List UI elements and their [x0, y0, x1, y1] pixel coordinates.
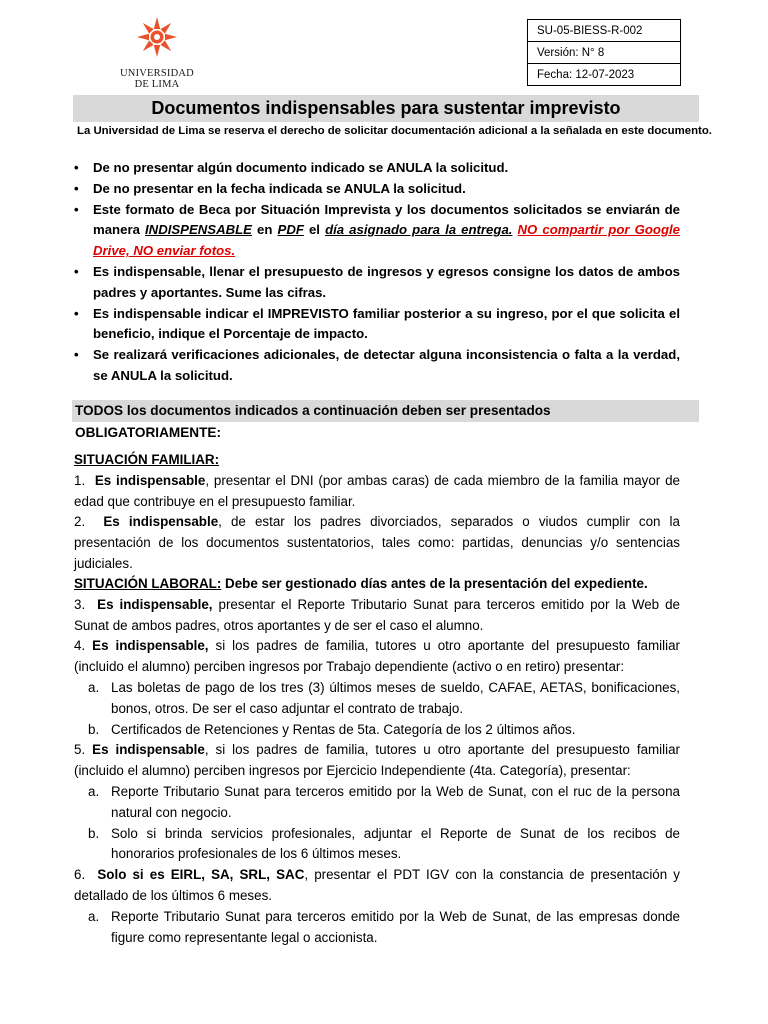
list-item: • Es indispensable, llenar el presupuesto de ingresos y egresos consigne los datos de ambos padres y aportantes. Sume las cifras. [74, 263, 680, 300]
list-item: a. Reporte Tributario Sunat para terceros emitido por la Web de Sunat, de las empresas donde figure como representante legal o accionista. [88, 908, 680, 945]
list-item: • Se realizará verificaciones adicionales, de detectar alguna inconsistencia o falta a la verdad, se ANULA la solicitud. [74, 347, 680, 383]
bullet-icon: • [74, 263, 79, 279]
university-logo [112, 14, 202, 90]
list-item: 5. Es indispensable, si los padres de familia, tutores u otro aportante del presupuesto familiar (incluido el alumno) perciben ingresos por Ejercicio Independiente (4ta. Categoría), presentar: [74, 742, 680, 779]
warning-text: NO compartir por Google Drive, NO enviar fotos. [93, 222, 681, 259]
list-item: a. Reporte Tributario Sunat para terceros emitido por la Web de Sunat, con el ruc de la persona natural con negocio. [88, 783, 680, 820]
section-title: SITUACIÓN FAMILIAR: [74, 452, 220, 467]
bullet-icon: • [74, 347, 79, 363]
labor-section: SITUACIÓN LABORAL: Debe ser gestionado días antes de la presentación del expediente. 3. Es indispensable, presentar el Reporte Tributario Sunat para terceros emitido por la Web de Sunat de ambos padres, otros aportantes y de ser el caso el alumno. 4. Es indispensable, si los padres de familia, tutores u otro aportante del presupuesto familiar (incluido el alumno) perciben ingresos por Trabajo dependiente (activo o en retiro) presentar: a. Las boletas de pago de los tres (3) últimos meses de sueldo, CAFAE, AETAS, bonificaciones, bonos, otros. De ser el caso adjuntar el contrato de trabajo. b. Certificados de Retenciones y Rentas de 5ta. Categoría de los 2 últimos años. 5. Es indispensable, si los padres de familia, tutores u otro aportante del presupuesto familiar (incluido el alumno) perciben ingresos por Ejercicio Independiente (4ta. Categoría), presentar: a. Reporte Tributario Sunat para terceros emitido por la Web de Sunat, con el ruc de la persona natural con negocio. b. Solo si brinda servicios profesionales, adjuntar el Reporte de Sunat de los recibos de honorarios profesionales de los 6 últimos meses. 6. Solo si es EIRL, SA, SRL, SAC, presentar el PDT IGV con la constancia de presentación y detallado de los últimos 6 meses. a. Reporte Tributario Sunat para terceros emitido por la Web de Sunat, de las empresas donde figure como representante legal o accionista. [74, 574, 680, 948]
list-item: • De no presentar en la fecha indicada se ANULA la solicitud. [72, 179, 680, 200]
bullet-icon: • [74, 201, 79, 217]
list-item: • Este formato de Beca por Situación Imprevista y los documentos solicitados se enviarán de manera INDISPENSABLE en PDF el día asignado para la entrega. NO compartir por Google Drive, NO enviar fotos. [74, 201, 681, 259]
page-title: Documentos indispensables para sustentar imprevisto [73, 95, 699, 122]
list-item: b. Solo si brinda servicios profesionales, adjuntar el Reporte de Sunat de los recibos de honorarios profesionales de los 6 últimos meses. [88, 825, 680, 862]
disclaimer: La Universidad de Lima se reserva el derecho de solicitar documentación adicional a la señalada en este documento. [77, 125, 712, 137]
rules-list [72, 158, 680, 387]
list-item: 1. Es indispensable, presentar el DNI (por ambas caras) de cada miembro de la familia mayor de edad que contribuye en el presupuesto familiar. [74, 472, 680, 509]
doc-version: Versión: N° 8 [528, 42, 681, 64]
bullet-icon: • [74, 160, 79, 175]
list-item: 6. Solo si es EIRL, SA, SRL, SAC, presentar el PDT IGV con la constancia de presentación y detallado de los últimos 6 meses. [74, 867, 680, 903]
list-item: 3. Es indispensable, presentar el Reporte Tributario Sunat para terceros emitido por la Web de Sunat de ambos padres, otros aportantes y de ser el caso el alumno. [74, 596, 680, 633]
list-item: • Es indispensable indicar el IMPREVISTO familiar posterior a su ingreso, por el que solicita el beneficio, indique el Porcentaje de impacto. [74, 305, 680, 342]
document-meta-table [527, 19, 681, 86]
list-item: 4. Es indispensable, si los padres de familia, tutores u otro aportante del presupuesto familiar (incluido el alumno) perciben ingresos por Trabajo dependiente (activo o en retiro) presentar: [74, 638, 680, 675]
list-item: b. Certificados de Retenciones y Rentas de 5ta. Categoría de los 2 últimos años. [88, 721, 576, 737]
logo-line-2: DE LIMA [134, 79, 180, 90]
list-item: • De no presentar algún documento indicado se ANULA la solicitud. [72, 158, 680, 179]
section-title: SITUACIÓN LABORAL: [74, 576, 222, 591]
list-item: a. Las boletas de pago de los tres (3) últimos meses de sueldo, CAFAE, AETAS, bonificaciones, bonos, otros. De ser el caso adjuntar el contrato de trabajo. [88, 679, 680, 716]
sunburst-logo-icon [134, 14, 180, 60]
family-section [74, 450, 680, 575]
logo-line-1: UNIVERSIDAD [120, 68, 194, 79]
doc-code: SU-05-BIESS-R-002 [528, 20, 681, 42]
bullet-icon: • [74, 180, 79, 196]
doc-date: Fecha: 12-07-2023 [528, 64, 681, 86]
mandatory-banner: TODOS los documentos indicados a continuación deben ser presentados OBLIGATORIAMENTE: [72, 400, 699, 422]
list-item: 2. Es indispensable, de estar los padres divorciados, separados o viudos cumplir con la presentación de los documentos sustentatorios, tales como: partidas, denuncias y/o sentencias judiciales. [74, 514, 680, 571]
bullet-icon: • [74, 305, 79, 321]
